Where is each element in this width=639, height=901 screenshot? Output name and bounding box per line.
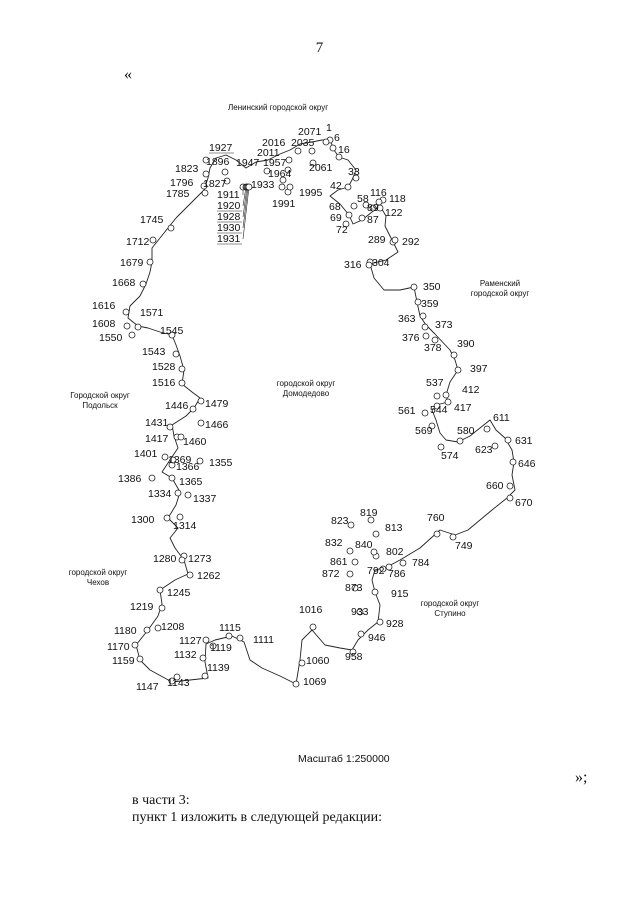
- boundary-point: [451, 352, 457, 358]
- point-label: 118: [389, 193, 406, 205]
- text-line-2: пункт 1 изложить в следующей редакции:: [132, 810, 382, 825]
- boundary-point: [179, 557, 185, 563]
- boundary-point: [422, 410, 428, 416]
- point-label: 42: [330, 180, 342, 192]
- boundary-point: [323, 139, 329, 145]
- point-label: 58: [357, 193, 369, 205]
- point-label: 819: [360, 507, 378, 519]
- point-label: 611: [493, 412, 510, 424]
- boundary-point: [149, 475, 155, 481]
- point-label: 1827: [203, 178, 227, 190]
- point-label: 1785: [166, 188, 190, 200]
- point-label: 1280: [153, 553, 177, 565]
- boundary-point: [200, 655, 206, 661]
- boundary-point: [157, 587, 163, 593]
- point-label: 1543: [142, 346, 166, 358]
- point-label: 928: [386, 618, 404, 630]
- region-label-chekhov: городской округ: [68, 568, 128, 577]
- boundary-point: [198, 420, 204, 426]
- region-label-podolsk: Подольск: [82, 401, 118, 410]
- region-label-leninsky: Ленинский городской округ: [228, 103, 329, 112]
- point-label: 1417: [145, 433, 169, 445]
- point-label: 561: [398, 405, 416, 417]
- point-label: 1132: [174, 649, 197, 661]
- point-label: 1180: [114, 625, 137, 637]
- point-label: 1930: [217, 222, 241, 234]
- point-label: 316: [344, 259, 362, 271]
- boundary-point: [164, 515, 170, 521]
- point-label: 1337: [193, 493, 217, 505]
- boundary-point: [507, 483, 513, 489]
- point-label: 749: [455, 540, 473, 552]
- region-label-domodedovo: городской округ: [276, 379, 336, 388]
- point-label: 873: [345, 582, 363, 594]
- point-label: 359: [421, 298, 439, 310]
- boundary-point: [373, 531, 379, 537]
- point-label: 1: [326, 122, 332, 134]
- point-label: 378: [424, 342, 442, 354]
- map-scale: Масштаб 1:250000: [298, 753, 390, 765]
- point-label: 1366: [176, 461, 200, 473]
- point-label: 412: [462, 384, 480, 396]
- point-label: 1928: [217, 211, 241, 223]
- point-label: 1262: [197, 570, 221, 582]
- point-label: 1933: [251, 179, 275, 191]
- boundary-point: [392, 237, 398, 243]
- point-label: 872: [322, 568, 340, 580]
- boundary-point: [299, 660, 305, 666]
- boundary-point: [140, 281, 146, 287]
- boundary-point: [455, 367, 461, 373]
- point-label: 946: [368, 632, 386, 644]
- point-label: 2061: [309, 162, 333, 174]
- point-label: 1991: [272, 198, 296, 210]
- point-label: 363: [398, 313, 416, 325]
- boundary-point: [147, 259, 153, 265]
- leader-line: [243, 187, 248, 228]
- boundary-point: [179, 380, 185, 386]
- region-label-ramensky: Раменский: [479, 279, 521, 288]
- point-label: 1111: [253, 634, 275, 646]
- boundary-point: [169, 475, 175, 481]
- point-label: 68: [329, 201, 341, 213]
- boundary-point: [347, 571, 353, 577]
- point-label: 2035: [291, 137, 315, 149]
- region-label-podolsk: Городской округ: [70, 391, 130, 400]
- point-label: 1931: [217, 233, 241, 245]
- point-label: 1911: [217, 189, 240, 201]
- point-label: 1927: [209, 142, 233, 154]
- point-label: 1119: [210, 642, 232, 654]
- point-label: 397: [470, 363, 488, 375]
- boundary-point: [420, 313, 426, 319]
- boundary-point: [202, 190, 208, 196]
- point-label: 16: [338, 144, 350, 156]
- point-label: 69: [330, 212, 342, 224]
- boundary-point: [423, 333, 429, 339]
- boundary-point: [377, 619, 383, 625]
- boundary-point: [293, 681, 299, 687]
- point-label: 1545: [160, 325, 184, 337]
- point-label: 89: [367, 202, 379, 214]
- point-label: 915: [391, 588, 409, 600]
- point-label: 1219: [130, 601, 154, 613]
- point-label: 1314: [173, 520, 197, 532]
- point-label: 1159: [112, 655, 135, 667]
- point-label: 1947: [236, 157, 260, 169]
- point-label: 1616: [92, 300, 116, 312]
- point-label: 813: [385, 522, 403, 534]
- point-label: 760: [427, 512, 445, 524]
- boundary-point: [137, 656, 143, 662]
- point-label: 1069: [303, 676, 327, 688]
- point-label: 304: [372, 257, 390, 269]
- point-label: 87: [367, 214, 379, 226]
- boundary-point: [144, 627, 150, 633]
- boundary-point: [135, 324, 141, 330]
- boundary-point: [123, 309, 129, 315]
- point-label: 1016: [299, 604, 323, 616]
- boundary-point: [505, 437, 511, 443]
- point-label: 1528: [152, 361, 176, 373]
- boundary-point: [287, 184, 293, 190]
- point-label: 580: [457, 425, 475, 437]
- boundary-point: [347, 548, 353, 554]
- point-label: 1245: [167, 587, 191, 599]
- point-label: 1446: [165, 400, 189, 412]
- point-label: 1550: [99, 332, 123, 344]
- boundary-point: [132, 642, 138, 648]
- point-label: 376: [402, 332, 420, 344]
- region-label-stupino: Ступино: [434, 609, 466, 618]
- point-label: 1401: [134, 448, 158, 460]
- point-label: 6: [334, 132, 340, 144]
- boundary-point: [279, 184, 285, 190]
- boundary-point: [507, 495, 513, 501]
- boundary-point: [411, 284, 417, 290]
- point-label: 660: [486, 480, 504, 492]
- boundary-point: [175, 490, 181, 496]
- boundary-point: [372, 589, 378, 595]
- point-label: 569: [415, 425, 433, 437]
- point-label: 786: [388, 568, 406, 580]
- point-label: 289: [368, 234, 386, 246]
- point-label: 1608: [92, 318, 116, 330]
- point-label: 784: [412, 557, 430, 569]
- boundary-point: [434, 531, 440, 537]
- point-label: 1139: [207, 662, 230, 674]
- point-label: 1369: [168, 454, 192, 466]
- point-label: 1679: [120, 257, 144, 269]
- region-label-ramensky: городской округ: [470, 289, 530, 298]
- point-label: 537: [426, 377, 444, 389]
- boundary-point: [492, 443, 498, 449]
- boundary-point: [457, 438, 463, 444]
- point-label: 2016: [262, 137, 286, 149]
- boundary-point: [286, 157, 292, 163]
- boundary-point: [124, 323, 130, 329]
- point-label: 861: [330, 556, 348, 568]
- point-label: 1115: [219, 622, 241, 634]
- point-label: 1466: [205, 419, 229, 431]
- boundary-point: [434, 393, 440, 399]
- boundary-point: [203, 171, 209, 177]
- point-label: 623: [475, 444, 493, 456]
- boundary-point: [179, 366, 185, 372]
- boundary-point: [345, 184, 351, 190]
- point-label: 1964: [268, 168, 292, 180]
- page-number: 7: [315, 40, 324, 56]
- point-label: 792: [367, 565, 385, 577]
- point-label: 390: [457, 338, 475, 350]
- boundary-point: [129, 332, 135, 338]
- opening-quote: «: [124, 66, 132, 83]
- text-line-1: в части 3:: [132, 793, 190, 808]
- point-label: 2011: [257, 147, 280, 159]
- point-label: 1431: [145, 417, 169, 429]
- boundary-point: [352, 559, 358, 565]
- boundary-point: [348, 522, 354, 528]
- boundary-point: [237, 635, 243, 641]
- point-label: 72: [336, 224, 348, 236]
- point-label: 1300: [131, 514, 155, 526]
- boundary-point: [510, 459, 516, 465]
- boundary-point: [330, 145, 336, 151]
- point-label: 1060: [306, 655, 330, 667]
- region-label-stupino: городской округ: [420, 599, 480, 608]
- point-label: 1386: [118, 473, 142, 485]
- point-label: 292: [402, 236, 420, 248]
- point-label: 1365: [179, 476, 203, 488]
- point-label: 1571: [140, 307, 164, 319]
- point-label: 417: [454, 402, 472, 414]
- point-label: 1796: [170, 177, 194, 189]
- point-label: 1479: [205, 398, 229, 410]
- point-label: 1516: [152, 377, 176, 389]
- point-label: 933: [351, 606, 369, 618]
- boundary-point: [400, 560, 406, 566]
- point-label: 1460: [183, 436, 207, 448]
- boundary-point: [150, 237, 156, 243]
- point-label: 1170: [107, 641, 130, 653]
- point-label: 1995: [299, 187, 323, 199]
- point-label: 832: [325, 537, 343, 549]
- point-label: 823: [331, 515, 349, 527]
- boundary-point: [190, 406, 196, 412]
- point-label: 1957: [263, 157, 287, 169]
- point-label: 1896: [206, 156, 230, 168]
- point-label: 122: [385, 207, 403, 219]
- point-label: 544: [430, 404, 448, 416]
- point-label: 840: [355, 539, 373, 551]
- point-label: 574: [441, 450, 459, 462]
- boundary-point: [187, 572, 193, 578]
- boundary-point: [484, 426, 490, 432]
- point-label: 1745: [140, 214, 164, 226]
- region-label-domodedovo: Домодедово: [282, 389, 330, 398]
- point-label: 33: [348, 166, 360, 178]
- point-label: 1273: [188, 553, 212, 565]
- point-label: 958: [345, 651, 363, 663]
- point-label: 1143: [167, 677, 190, 689]
- point-label: 1712: [126, 236, 150, 248]
- point-label: 1355: [209, 457, 233, 469]
- point-label: 1334: [148, 488, 172, 500]
- boundary-point: [422, 324, 428, 330]
- point-label: 670: [515, 497, 533, 509]
- point-label: 373: [435, 319, 453, 331]
- boundary-point: [159, 605, 165, 611]
- boundary-point: [168, 225, 174, 231]
- point-label: 1127: [179, 635, 202, 647]
- point-label: 350: [423, 281, 441, 293]
- boundary-point: [185, 492, 191, 498]
- closing-quote: »;: [575, 769, 588, 786]
- point-label: 2071: [298, 126, 322, 138]
- boundary-point: [346, 212, 352, 218]
- point-label: 1208: [161, 621, 185, 633]
- boundary-point: [198, 398, 204, 404]
- boundary-point: [203, 637, 209, 643]
- point-label: 1147: [136, 681, 159, 693]
- boundary-point: [359, 215, 365, 221]
- region-label-chekhov: Чехов: [86, 578, 110, 587]
- boundary-point: [443, 392, 449, 398]
- point-label: 631: [515, 435, 533, 447]
- boundary-point: [222, 169, 228, 175]
- point-label: 1920: [217, 200, 241, 212]
- point-label: 802: [386, 546, 404, 558]
- point-label: 1823: [175, 163, 199, 175]
- boundary-point: [173, 351, 179, 357]
- point-label: 646: [518, 458, 536, 470]
- point-label: 1668: [112, 277, 136, 289]
- boundary-point: [310, 624, 316, 630]
- point-label: 116: [370, 187, 387, 199]
- boundary-point: [358, 631, 364, 637]
